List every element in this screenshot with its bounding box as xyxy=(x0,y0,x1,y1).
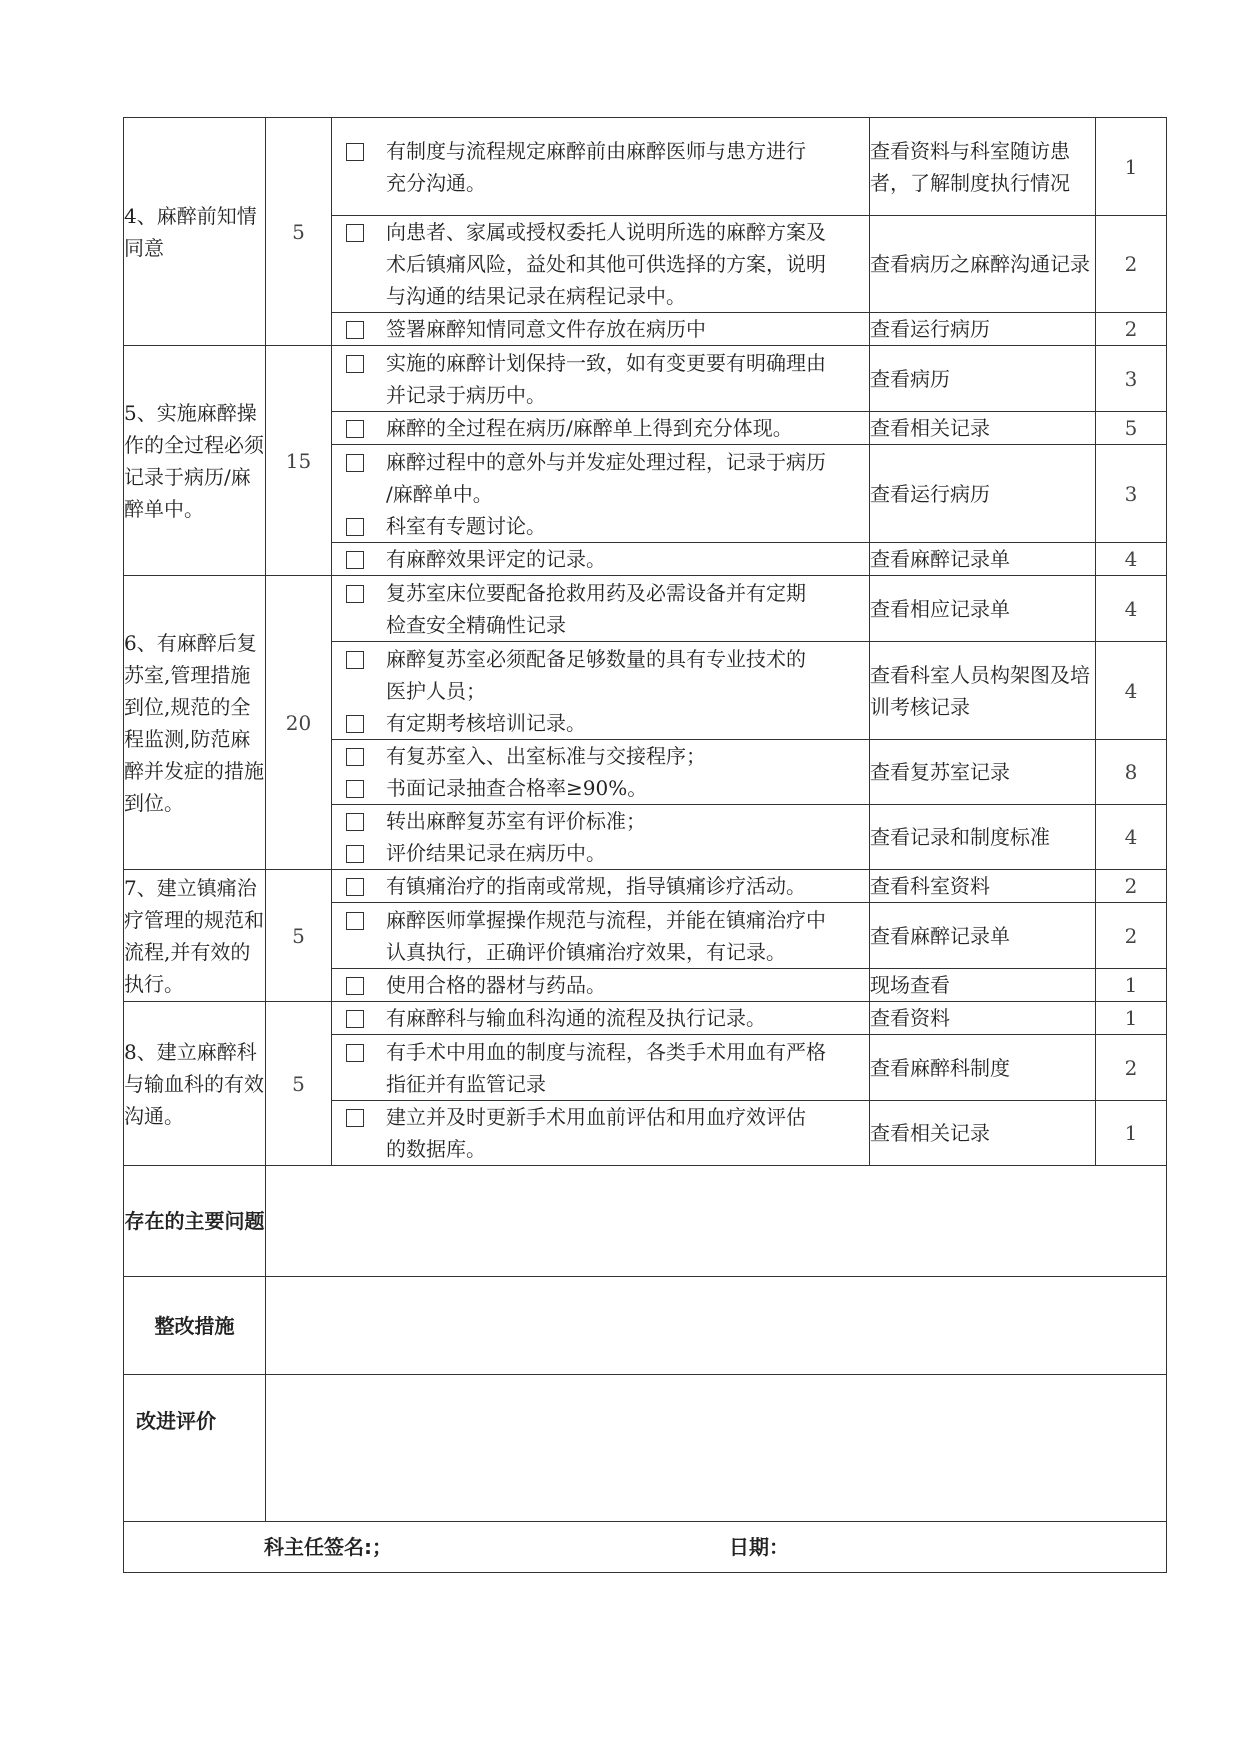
criteria-text: 麻醉复苏室必须配备足够数量的具有专业技术的 xyxy=(386,646,806,671)
points-value: 4 xyxy=(1096,642,1167,740)
points-value: 1 xyxy=(1096,1101,1167,1166)
points-value: 4 xyxy=(1096,805,1167,870)
criteria-cell xyxy=(332,805,870,870)
criteria-cell xyxy=(332,1101,870,1166)
checkbox-icon[interactable] xyxy=(346,224,364,242)
criteria-text: 科室有专题讨论。 xyxy=(386,513,546,538)
summary-row-measures xyxy=(124,1277,1167,1375)
item-title: 7、建立镇痛治疗管理的规范和流程,并有效的执行。 xyxy=(124,870,266,1002)
criteria-line xyxy=(332,837,869,869)
criteria-text: 建立并及时更新手术用血前评估和用血疗效评估 xyxy=(386,1105,806,1129)
table-row xyxy=(124,118,1167,216)
criteria-line xyxy=(332,446,869,478)
checkbox-icon[interactable] xyxy=(346,321,364,339)
item-title: 5、实施麻醉操作的全过程必须记录于病历/麻醉单中。 xyxy=(124,346,266,576)
checkbox-icon[interactable] xyxy=(346,1010,364,1028)
criteria-line xyxy=(332,870,869,902)
criteria-cell xyxy=(332,118,870,216)
check-method: 查看麻醉科制度 xyxy=(870,1035,1096,1101)
table-row xyxy=(124,346,1167,412)
criteria-line xyxy=(332,248,869,280)
checkbox-icon[interactable] xyxy=(346,977,364,995)
measures-label: 整改措施 xyxy=(124,1277,266,1375)
points-value: 3 xyxy=(1096,346,1167,412)
criteria-cell xyxy=(332,870,870,903)
criteria-cell xyxy=(332,346,870,412)
criteria-line xyxy=(332,216,869,248)
criteria-text: 有定期考核培训记录。 xyxy=(386,710,586,735)
points-value: 8 xyxy=(1096,740,1167,805)
checkbox-icon[interactable] xyxy=(346,780,364,798)
checkbox-icon[interactable] xyxy=(346,143,364,161)
criteria-text: 检查安全精确性记录 xyxy=(386,612,566,637)
signature-label: 科主任签名:； xyxy=(264,1535,392,1559)
check-method: 查看资料 xyxy=(870,1002,1096,1035)
points-value: 3 xyxy=(1096,445,1167,543)
criteria-line xyxy=(332,805,869,837)
checkbox-icon[interactable] xyxy=(346,748,364,766)
check-method: 查看麻醉记录单 xyxy=(870,903,1096,969)
criteria-text: 医护人员； xyxy=(386,678,486,703)
criteria-text: 与沟通的结果记录在病程记录中。 xyxy=(386,284,686,308)
points-value: 2 xyxy=(1096,1035,1167,1101)
checkbox-icon[interactable] xyxy=(346,551,364,569)
criteria-cell xyxy=(332,445,870,543)
check-method: 现场查看 xyxy=(870,969,1096,1002)
check-method: 查看运行病历 xyxy=(870,313,1096,346)
criteria-line xyxy=(332,740,869,772)
criteria-text: 使用合格的器材与药品。 xyxy=(386,973,606,997)
criteria-cell xyxy=(332,740,870,805)
points-value: 5 xyxy=(1096,412,1167,445)
criteria-text: 充分沟通。 xyxy=(386,170,486,195)
points-value: 2 xyxy=(1096,313,1167,346)
points-value: 2 xyxy=(1096,216,1167,313)
criteria-cell xyxy=(332,1035,870,1101)
date-label: 日期： xyxy=(728,1535,789,1559)
criteria-line xyxy=(332,1036,869,1068)
criteria-text: 签署麻醉知情同意文件存放在病历中 xyxy=(386,317,706,341)
criteria-line xyxy=(332,379,869,411)
criteria-line xyxy=(332,543,869,575)
criteria-line xyxy=(332,347,869,379)
criteria-text: 有制度与流程规定麻醉前由麻醉医师与患方进行 xyxy=(386,138,806,163)
item-score: 5 xyxy=(266,1002,332,1166)
evaluation-label: 改进评价 xyxy=(124,1375,266,1522)
checkbox-icon[interactable] xyxy=(346,420,364,438)
check-method: 查看记录和制度标准 xyxy=(870,805,1096,870)
checkbox-icon[interactable] xyxy=(346,454,364,472)
criteria-text: 有麻醉效果评定的记录。 xyxy=(386,547,606,571)
criteria-line xyxy=(332,609,869,641)
checkbox-icon[interactable] xyxy=(346,1109,364,1127)
criteria-text: 有复苏室入、出室标准与交接程序； xyxy=(386,744,706,768)
criteria-line xyxy=(332,1133,869,1165)
checkbox-icon[interactable] xyxy=(346,912,364,930)
checkbox-icon[interactable] xyxy=(346,813,364,831)
points-value: 2 xyxy=(1096,903,1167,969)
criteria-line xyxy=(332,1101,869,1133)
checkbox-icon[interactable] xyxy=(346,651,364,669)
summary-row-problems xyxy=(124,1166,1167,1277)
table-row xyxy=(124,1002,1167,1035)
criteria-text: 指征并有监管记录 xyxy=(386,1071,546,1096)
item-title: 4、麻醉前知情同意 xyxy=(124,118,266,346)
points-value: 1 xyxy=(1096,969,1167,1002)
check-method: 查看麻醉记录单 xyxy=(870,543,1096,576)
checkbox-icon[interactable] xyxy=(346,845,364,863)
criteria-cell xyxy=(332,576,870,642)
criteria-cell xyxy=(332,412,870,445)
criteria-text: 麻醉医师掌握操作规范与流程，并能在镇痛治疗中 xyxy=(386,907,826,932)
measures-field[interactable] xyxy=(266,1277,1167,1375)
criteria-line xyxy=(332,280,869,312)
criteria-line xyxy=(332,167,869,199)
check-method: 查看复苏室记录 xyxy=(870,740,1096,805)
criteria-text: /麻醉单中。 xyxy=(386,481,493,506)
criteria-line xyxy=(332,135,869,167)
checkbox-icon[interactable] xyxy=(346,715,364,733)
item-score: 5 xyxy=(266,118,332,346)
points-value: 2 xyxy=(1096,870,1167,903)
points-value: 4 xyxy=(1096,543,1167,576)
criteria-text: 评价结果记录在病历中。 xyxy=(386,841,606,865)
criteria-text: 书面记录抽查合格率≥90%。 xyxy=(386,776,648,800)
check-method: 查看病历 xyxy=(870,346,1096,412)
points-value: 4 xyxy=(1096,576,1167,642)
criteria-line xyxy=(332,510,869,542)
criteria-text: 认真执行，正确评价镇痛治疗效果，有记录。 xyxy=(386,939,786,964)
check-method: 查看资料与科室随访患者，了解制度执行情况 xyxy=(870,118,1096,216)
criteria-line xyxy=(332,969,869,1001)
check-method: 查看运行病历 xyxy=(870,445,1096,543)
criteria-cell xyxy=(332,313,870,346)
item-title: 8、建立麻醉科与输血科的有效沟通。 xyxy=(124,1002,266,1166)
criteria-line xyxy=(332,577,869,609)
checkbox-icon[interactable] xyxy=(346,1044,364,1062)
criteria-line xyxy=(332,412,869,444)
criteria-line xyxy=(332,675,869,707)
problems-label: 存在的主要问题 xyxy=(124,1166,266,1277)
summary-row-evaluation xyxy=(124,1375,1167,1522)
anesthesia-checklist-table xyxy=(123,117,1167,1573)
item-score: 15 xyxy=(266,346,332,576)
item-score: 20 xyxy=(266,576,332,870)
criteria-cell xyxy=(332,969,870,1002)
footer-row xyxy=(124,1522,1167,1573)
criteria-text: 有镇痛治疗的指南或常规，指导镇痛诊疗活动。 xyxy=(386,874,806,898)
criteria-cell xyxy=(332,543,870,576)
checkbox-icon[interactable] xyxy=(346,355,364,373)
criteria-text: 有手术中用血的制度与流程，各类手术用血有严格 xyxy=(386,1039,826,1064)
criteria-line xyxy=(332,313,869,345)
criteria-cell xyxy=(332,1002,870,1035)
check-method: 查看科室资料 xyxy=(870,870,1096,903)
signature-footer xyxy=(124,1522,1167,1573)
checkbox-icon[interactable] xyxy=(346,585,364,603)
item-title: 6、有麻醉后复苏室,管理措施到位,规范的全程监测,防范麻醉并发症的措施到位。 xyxy=(124,576,266,870)
check-method: 查看相关记录 xyxy=(870,1101,1096,1166)
criteria-line xyxy=(332,1002,869,1034)
criteria-line xyxy=(332,643,869,675)
check-method: 查看相关记录 xyxy=(870,412,1096,445)
check-method: 查看相应记录单 xyxy=(870,576,1096,642)
criteria-line xyxy=(332,478,869,510)
item-score: 5 xyxy=(266,870,332,1002)
criteria-line xyxy=(332,1068,869,1100)
criteria-text: 转出麻醉复苏室有评价标准； xyxy=(386,809,646,833)
criteria-text: 并记录于病历中。 xyxy=(386,382,546,407)
criteria-text: 麻醉过程中的意外与并发症处理过程，记录于病历 xyxy=(386,449,826,474)
criteria-line xyxy=(332,707,869,739)
criteria-line xyxy=(332,936,869,968)
check-method: 查看病历之麻醉沟通记录 xyxy=(870,216,1096,313)
points-value: 1 xyxy=(1096,1002,1167,1035)
criteria-text: 复苏室床位要配备抢救用药及必需设备并有定期 xyxy=(386,580,806,605)
criteria-text: 向患者、家属或授权委托人说明所选的麻醉方案及 xyxy=(386,220,826,244)
checkbox-icon[interactable] xyxy=(346,518,364,536)
table-row xyxy=(124,576,1167,642)
evaluation-field[interactable] xyxy=(266,1375,1167,1522)
points-value: 1 xyxy=(1096,118,1167,216)
criteria-line xyxy=(332,904,869,936)
checkbox-icon[interactable] xyxy=(346,878,364,896)
criteria-text: 有麻醉科与输血科沟通的流程及执行记录。 xyxy=(386,1006,766,1030)
criteria-cell xyxy=(332,216,870,313)
table-row xyxy=(124,870,1167,903)
criteria-text: 实施的麻醉计划保持一致，如有变更要有明确理由 xyxy=(386,350,826,375)
problems-field[interactable] xyxy=(266,1166,1167,1277)
criteria-text: 麻醉的全过程在病历/麻醉单上得到充分体现。 xyxy=(386,416,793,440)
check-method: 查看科室人员构架图及培训考核记录 xyxy=(870,642,1096,740)
criteria-cell xyxy=(332,903,870,969)
criteria-text: 的数据库。 xyxy=(386,1137,486,1161)
criteria-text: 术后镇痛风险，益处和其他可供选择的方案，说明 xyxy=(386,252,826,276)
criteria-line xyxy=(332,772,869,804)
criteria-cell xyxy=(332,642,870,740)
